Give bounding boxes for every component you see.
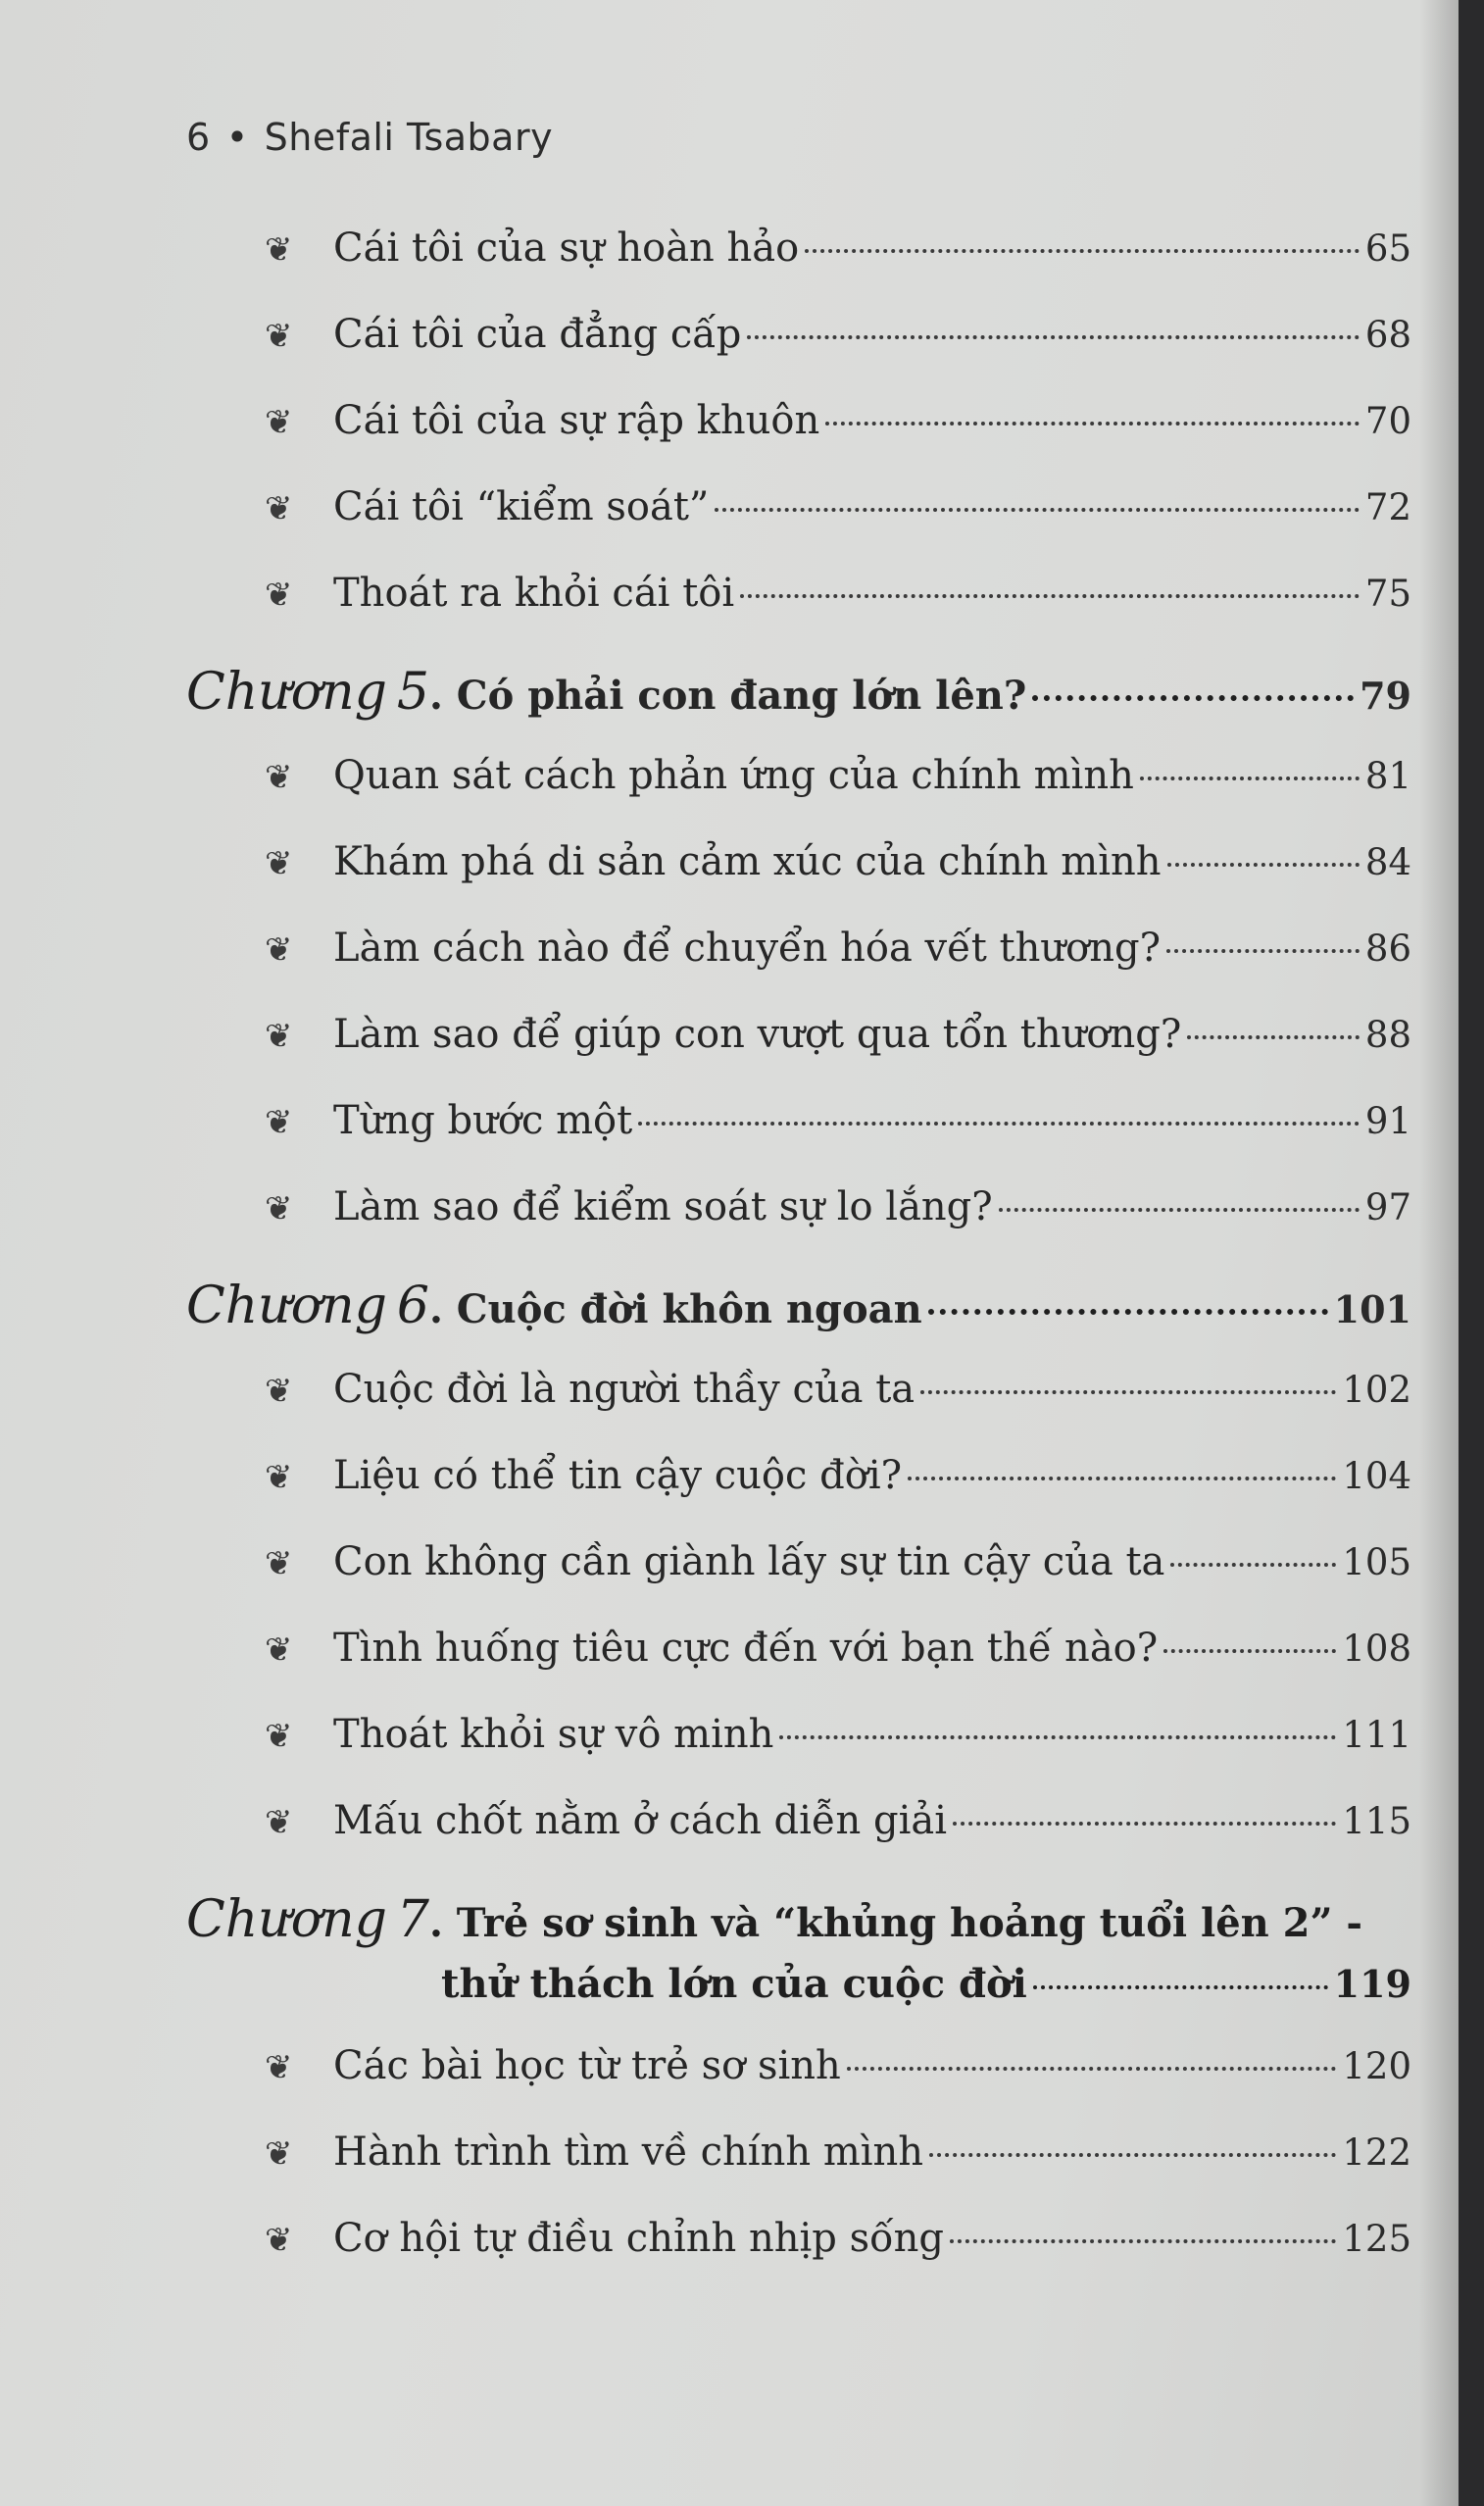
toc-entry-page: 88 — [1364, 1014, 1411, 1056]
fleuron-icon: ❦ — [265, 489, 293, 528]
toc-entry-title: Cuộc đời là người thầy của ta — [333, 1367, 915, 1412]
dot-leader — [715, 508, 1360, 512]
fleuron-icon: ❦ — [265, 1803, 293, 1842]
toc-entry — [186, 398, 1411, 484]
toc-entry — [186, 1367, 1411, 1453]
dot-leader — [1163, 1649, 1336, 1653]
toc-chapter-6 — [186, 1277, 1411, 1367]
toc-entry — [186, 571, 1411, 657]
fleuron-icon: ❦ — [265, 1458, 293, 1497]
toc-entry-page: 115 — [1342, 1800, 1411, 1842]
toc-chapter-7 — [186, 1890, 1411, 2043]
toc-entry — [186, 1798, 1411, 1884]
toc-entry-title: Thoát ra khỏi cái tôi — [333, 571, 735, 616]
header-bullet: • — [225, 116, 249, 159]
toc-entry-title: Các bài học từ trẻ sơ sinh — [333, 2043, 841, 2088]
dot-leader — [1032, 695, 1354, 701]
toc-entry-title: Từng bước một — [333, 1098, 633, 1143]
toc-entry — [186, 1184, 1411, 1271]
toc-entry-title: Con không cần giành lấy sự tin cậy của ta — [333, 1539, 1165, 1584]
toc-entry-page: 105 — [1342, 1541, 1411, 1583]
table-of-contents — [186, 226, 1411, 2302]
toc-entry-title: Làm sao để kiểm soát sự lo lắng? — [333, 1184, 993, 1229]
toc-entry — [186, 2130, 1411, 2216]
chapter-word: Chương — [186, 1277, 387, 1335]
toc-entry — [186, 1098, 1411, 1184]
toc-entry-page: 122 — [1342, 2131, 1411, 2174]
dot-leader — [908, 1477, 1336, 1480]
toc-entry-page: 86 — [1364, 927, 1411, 970]
toc-entry — [186, 312, 1411, 398]
toc-entry-page: 104 — [1342, 1455, 1411, 1497]
toc-entry-title: Cái tôi của đẳng cấp — [333, 312, 742, 357]
fleuron-icon: ❦ — [265, 758, 293, 797]
chapter-title-line2: thử thách lớn của cuộc đời — [441, 1961, 1027, 2007]
running-header — [186, 116, 553, 159]
chapter-number: 6 — [396, 1277, 429, 1335]
chapter-number: 5 — [396, 663, 429, 722]
toc-entry-title: Cái tôi của sự hoàn hảo — [333, 226, 800, 271]
toc-entry — [186, 484, 1411, 571]
dot-leader — [1187, 1035, 1360, 1039]
dot-leader — [740, 594, 1360, 598]
toc-entry-page: 75 — [1364, 573, 1411, 615]
dot-leader — [779, 1735, 1336, 1739]
toc-entry-title: Cái tôi của sự rập khuôn — [333, 398, 820, 443]
toc-entry-page: 72 — [1364, 486, 1411, 528]
header-author: Shefali Tsabary — [264, 116, 554, 159]
dot-leader — [929, 2153, 1336, 2157]
dot-leader — [747, 335, 1360, 339]
fleuron-icon: ❦ — [265, 1717, 293, 1756]
toc-entry — [186, 226, 1411, 312]
dot-leader — [1166, 949, 1360, 953]
toc-entry-page: 65 — [1364, 227, 1411, 270]
toc-entry-page: 125 — [1342, 2218, 1411, 2260]
dot-leader — [1170, 1563, 1336, 1567]
fleuron-icon: ❦ — [265, 1372, 293, 1411]
dot-leader — [1033, 1985, 1328, 1989]
dot-leader — [847, 2067, 1337, 2071]
toc-entry-page: 70 — [1364, 400, 1411, 442]
toc-entry-page: 111 — [1342, 1714, 1411, 1756]
dot-leader — [638, 1122, 1360, 1126]
toc-entry-title: Làm cách nào để chuyển hóa vết thương? — [333, 926, 1162, 971]
fleuron-icon: ❦ — [265, 230, 293, 270]
toc-entry-page: 81 — [1364, 755, 1411, 797]
fleuron-icon: ❦ — [265, 576, 293, 615]
toc-entry — [186, 926, 1411, 1012]
fleuron-icon: ❦ — [265, 1017, 293, 1056]
fleuron-icon: ❦ — [265, 403, 293, 442]
fleuron-icon: ❦ — [265, 317, 293, 356]
fleuron-icon: ❦ — [265, 1103, 293, 1142]
toc-entry — [186, 1539, 1411, 1626]
toc-chapter-5 — [186, 663, 1411, 753]
toc-entry-title: Tình huống tiêu cực đến với bạn thế nào? — [333, 1626, 1159, 1671]
dot-leader — [928, 1309, 1328, 1315]
toc-entry-title: Quan sát cách phản ứng của chính mình — [333, 753, 1134, 798]
toc-entry — [186, 1626, 1411, 1712]
fleuron-icon: ❦ — [265, 2048, 293, 2087]
fleuron-icon: ❦ — [265, 2134, 293, 2174]
header-page-number: 6 — [186, 116, 211, 159]
toc-entry-title: Làm sao để giúp con vượt qua tổn thương? — [333, 1012, 1182, 1057]
toc-entry-title: Cơ hội tự điều chỉnh nhịp sống — [333, 2216, 944, 2261]
toc-entry-page: 68 — [1364, 314, 1411, 356]
chapter-title: . Có phải con đang lớn lên? — [428, 673, 1027, 719]
toc-entry-title: Cái tôi “kiểm soát” — [333, 484, 710, 529]
dot-leader — [1167, 863, 1360, 867]
toc-entry — [186, 1453, 1411, 1539]
toc-entry-page: 102 — [1342, 1369, 1411, 1411]
dot-leader — [953, 1822, 1336, 1826]
fleuron-icon: ❦ — [265, 2221, 293, 2260]
toc-entry-page: 120 — [1342, 2045, 1411, 2087]
fleuron-icon: ❦ — [265, 930, 293, 970]
toc-entry-title: Liệu có thể tin cậy cuộc đời? — [333, 1453, 903, 1498]
fleuron-icon: ❦ — [265, 1189, 293, 1228]
fleuron-icon: ❦ — [265, 1630, 293, 1670]
toc-entry — [186, 1712, 1411, 1798]
toc-entry-title: Thoát khỏi sự vô minh — [333, 1712, 774, 1757]
toc-entry — [186, 2216, 1411, 2302]
toc-entry — [186, 753, 1411, 839]
toc-entry-page: 97 — [1364, 1186, 1411, 1228]
chapter-word: Chương — [186, 1890, 387, 1949]
chapter-word: Chương — [186, 663, 387, 722]
chapter-page: 101 — [1333, 1287, 1411, 1331]
dot-leader — [950, 2239, 1336, 2243]
toc-entry-page: 108 — [1342, 1628, 1411, 1670]
chapter-page: 119 — [1333, 1962, 1411, 2006]
toc-entry — [186, 2043, 1411, 2130]
fleuron-icon: ❦ — [265, 844, 293, 883]
fleuron-icon: ❦ — [265, 1544, 293, 1583]
dot-leader — [920, 1390, 1336, 1394]
toc-entry — [186, 839, 1411, 926]
dot-leader — [1140, 777, 1360, 780]
chapter-page: 79 — [1360, 674, 1411, 718]
dot-leader — [999, 1208, 1360, 1212]
toc-entry — [186, 1012, 1411, 1098]
chapter-title: . Cuộc đời khôn ngoan — [428, 1286, 922, 1332]
toc-entry-title: Mấu chốt nằm ở cách diễn giải — [333, 1798, 948, 1843]
toc-entry-page: 91 — [1364, 1100, 1411, 1142]
dot-leader — [805, 249, 1360, 253]
chapter-title-line1: . Trẻ sơ sinh và “khủng hoảng tuổi lên 2” - — [428, 1900, 1363, 1946]
toc-entry-page: 84 — [1364, 841, 1411, 883]
toc-entry-title: Khám phá di sản cảm xúc của chính mình — [333, 839, 1162, 884]
toc-entry-title: Hành trình tìm về chính mình — [333, 2130, 924, 2175]
chapter-number: 7 — [396, 1890, 429, 1949]
dot-leader — [825, 422, 1360, 426]
